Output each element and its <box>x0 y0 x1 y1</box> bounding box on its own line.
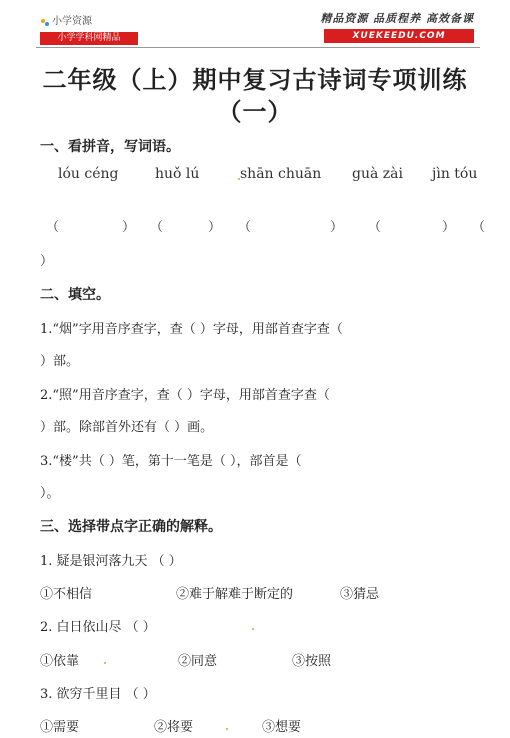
option-2c: ③按照 <box>292 654 332 669</box>
answer-paren-open: （ <box>472 220 486 235</box>
pinyin-3: shān chuān <box>240 166 322 182</box>
answer-paren-close: ） <box>330 220 344 235</box>
section1-heading: 一、看拼音，写词语。 <box>40 139 180 155</box>
logo-text: 小学资源 <box>52 16 92 27</box>
page-subtitle: （一） <box>217 98 293 126</box>
fill-line-3: 2.“照”用音序查字，查（ ）字母，用部首查字查（ <box>40 388 330 403</box>
option-3c: ③想要 <box>262 720 302 735</box>
option-3a: ①需要 <box>40 720 80 735</box>
logo-mark-icon <box>40 18 50 28</box>
page-header <box>0 0 510 50</box>
answer-paren-close: ） <box>122 220 136 235</box>
emphasis-dot <box>104 662 106 664</box>
emphasis-dot <box>252 628 254 630</box>
fill-line-5: 3.“楼”共（ ）笔，第十一笔是（ ），部首是（ <box>40 454 302 469</box>
option-2b: ②同意 <box>178 654 218 669</box>
logo <box>40 12 140 46</box>
header-divider <box>36 47 480 48</box>
question-1: 1. 疑是银河落九天 （ ） <box>40 554 182 569</box>
section2-heading: 二、填空。 <box>40 287 110 303</box>
pinyin-2: huǒ lú <box>155 166 200 182</box>
option-1a: ①不相信 <box>40 587 93 602</box>
emphasis-dot <box>238 178 240 180</box>
pinyin-1: lóu céng <box>58 166 119 182</box>
pinyin-5: jìn tóu <box>432 166 478 182</box>
question-2: 2. 白日依山尽 （ ） <box>40 620 156 635</box>
answer-paren-open: （ <box>368 220 382 235</box>
fill-line-6: ）。 <box>40 486 60 501</box>
option-2a: ①依靠 <box>40 654 80 669</box>
fill-line-2: ）部。 <box>40 354 80 369</box>
answer-paren-close: ） <box>208 220 222 235</box>
option-1c: ③猜忌 <box>340 587 380 602</box>
fill-line-4: ）部。除部首外还有（ ）画。 <box>40 420 214 435</box>
emphasis-dot <box>226 728 228 730</box>
pinyin-4: guà zài <box>352 166 403 182</box>
answer-paren-open: （ <box>150 220 164 235</box>
fill-line-1: 1.“烟”字用音序查字，查（ ）字母，用部首查字查（ <box>40 322 343 337</box>
question-3: 3. 欲穷千里目 （ ） <box>40 687 156 702</box>
logo-banner: 小学学科网精品 <box>40 32 138 45</box>
site-url-banner: XUEKEEDU.COM <box>324 29 474 43</box>
answer-paren-close: ） <box>40 254 54 269</box>
page-title: 二年级（上）期中复习古诗词专项训练 <box>42 66 468 94</box>
answer-paren-open: （ <box>46 220 60 235</box>
option-1b: ②难于解难于断定的 <box>176 587 294 602</box>
option-3b: ②将要 <box>154 720 194 735</box>
answer-paren-close: ） <box>442 220 456 235</box>
header-slogan: 精品资源 品质程养 高效备课 <box>320 12 474 25</box>
section3-heading: 三、选择带点字正确的解释。 <box>40 519 222 535</box>
answer-paren-open: （ <box>238 220 252 235</box>
